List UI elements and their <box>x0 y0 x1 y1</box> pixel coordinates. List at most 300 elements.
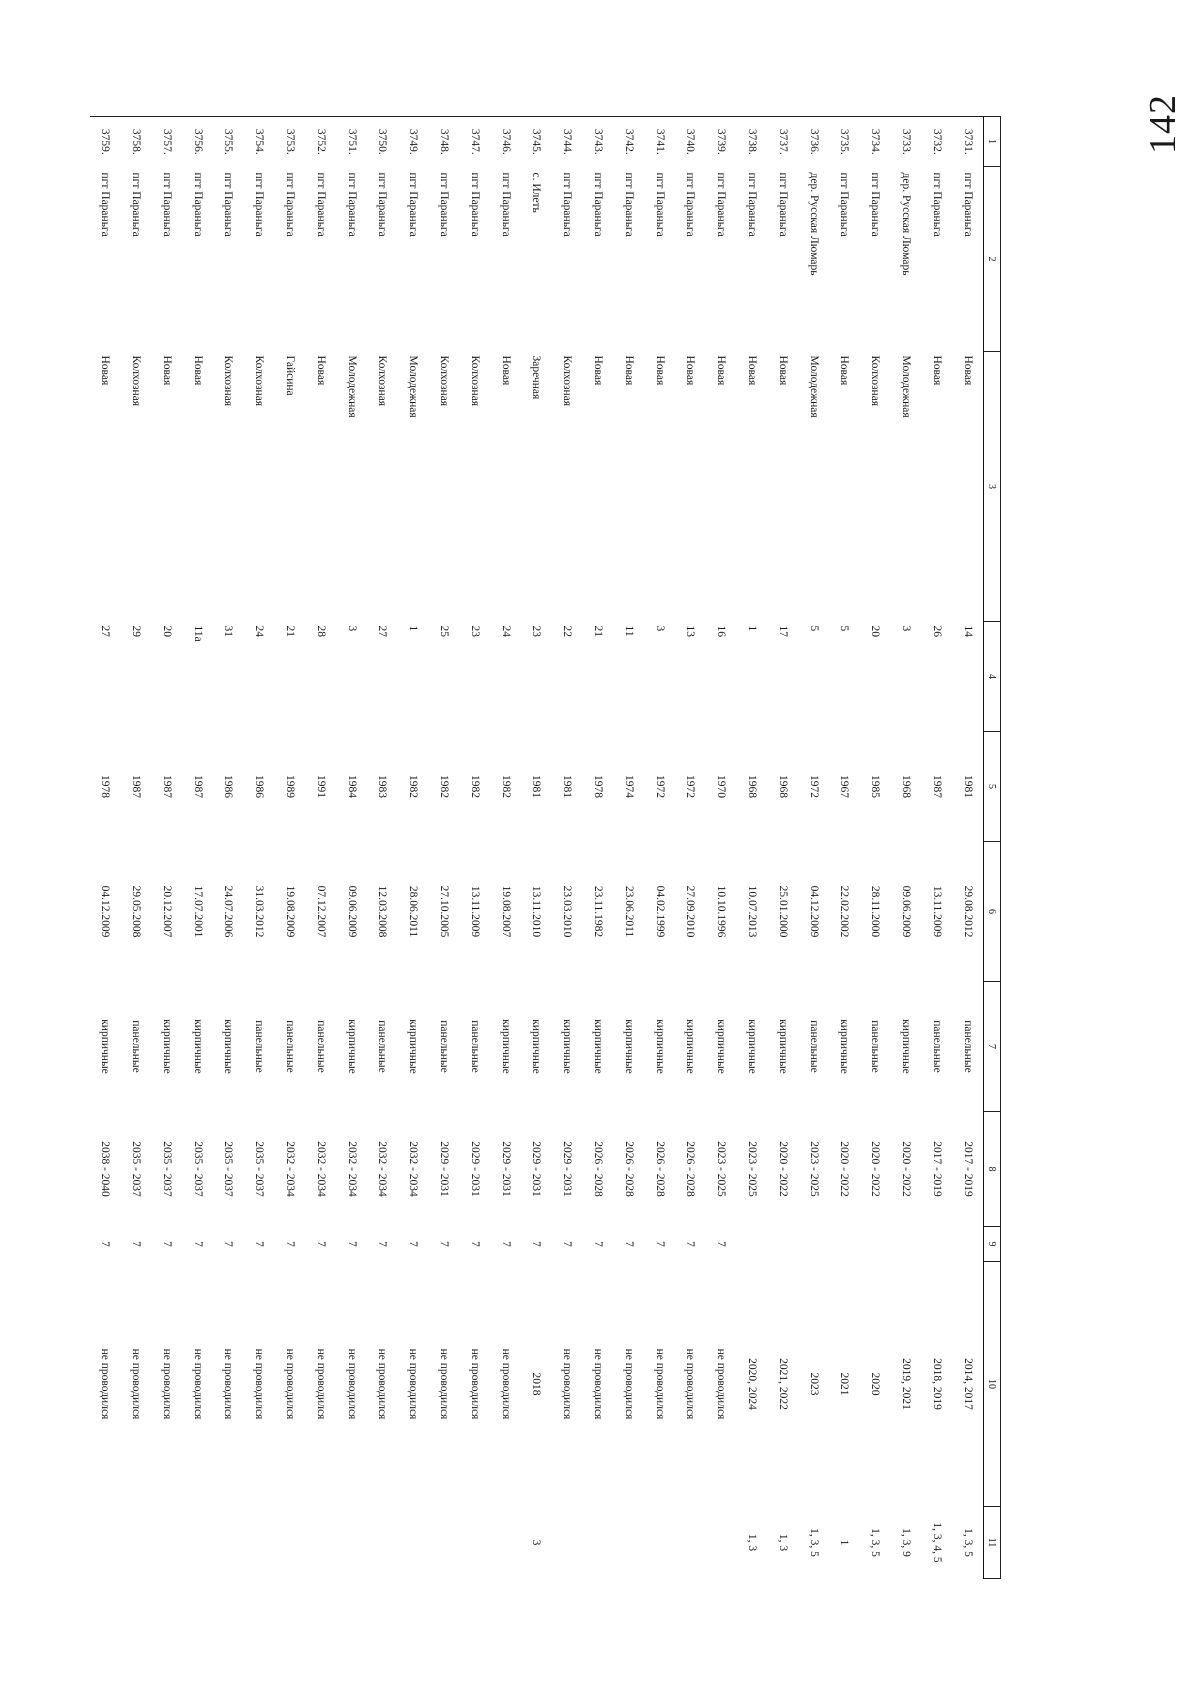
table-row <box>151 117 182 1579</box>
table-row <box>675 117 706 1579</box>
planned-period-cell: 2032 - 2034 <box>407 1141 420 1197</box>
repair-years-cell: не проводился <box>376 1348 389 1420</box>
settlement-cell: пгт Параньга <box>160 172 173 237</box>
row-number-cell: 3746. <box>490 117 521 167</box>
planned-period-cell: 2023 - 2025 <box>746 1141 759 1197</box>
settlement-cell: пгт Параньга <box>653 172 666 237</box>
work-type-code-cell: 7 <box>407 1241 420 1247</box>
settlement-cell: пгт Параньга <box>222 172 235 237</box>
work-type-code-cell: 7 <box>653 1241 666 1247</box>
column-number-11: 11 <box>984 1507 1001 1579</box>
row-number-cell: 3742. <box>613 117 644 167</box>
row-number-cell: 3743. <box>583 117 614 167</box>
row-number-cell: 3751. <box>336 117 367 167</box>
build-year-cell: 1982 <box>438 775 451 798</box>
settlement-cell: пгт Параньга <box>99 172 112 237</box>
build-year-cell: 1991 <box>314 775 327 798</box>
table-row <box>767 117 798 1579</box>
table-row <box>521 117 552 1579</box>
build-year-cell: 1987 <box>160 775 173 798</box>
street-cell: Колхозная <box>253 355 266 407</box>
planned-period-cell: 2020 - 2022 <box>900 1141 913 1197</box>
repair-years-cell: не проводился <box>222 1348 235 1420</box>
table-row <box>891 117 922 1579</box>
completed-work-codes-cell <box>675 1507 706 1579</box>
street-cell: Новая <box>499 355 512 386</box>
wall-material-cell: панельные <box>253 1020 266 1073</box>
date-cell: 27.10.2005 <box>438 885 451 938</box>
wall-material-cell: панельные <box>468 1020 481 1073</box>
completed-work-codes-cell: 1, 3, 5 <box>961 1528 974 1557</box>
house-number-cell: 20 <box>160 625 173 637</box>
date-cell: 19.08.2009 <box>284 885 297 938</box>
completed-work-codes-cell <box>151 1507 182 1579</box>
settlement-cell: пгт Параньга <box>438 172 451 237</box>
street-cell: Новая <box>314 355 327 386</box>
repair-years-cell: 2019, 2021 <box>900 1358 913 1410</box>
settlement-cell: пгт Параньга <box>961 172 974 237</box>
row-number-cell: 3748. <box>429 117 460 167</box>
work-type-code-cell: 7 <box>222 1241 235 1247</box>
street-cell: Новая <box>930 355 943 386</box>
date-cell: 19.08.2007 <box>499 885 512 938</box>
build-year-cell: 1972 <box>684 775 697 798</box>
settlement-cell: дер. Русская Люмарь <box>807 172 820 276</box>
street-cell: Молодежная <box>407 355 420 418</box>
date-cell: 17.07.2001 <box>191 885 204 938</box>
build-year-cell: 1987 <box>130 775 143 798</box>
row-number-cell: 3756. <box>182 117 213 167</box>
date-cell: 09.06.2009 <box>345 885 358 938</box>
house-number-cell: 22 <box>561 625 574 637</box>
date-cell: 13.11.2009 <box>468 885 481 938</box>
table-row <box>244 117 275 1579</box>
column-number-7: 7 <box>984 982 1001 1112</box>
repair-years-cell: не проводился <box>561 1348 574 1420</box>
date-cell: 25.01.2000 <box>776 885 789 938</box>
work-type-code-cell <box>891 1227 922 1262</box>
build-year-cell: 1972 <box>807 775 820 798</box>
date-cell: 24.07.2006 <box>222 885 235 938</box>
house-number-cell: 23 <box>530 625 543 637</box>
wall-material-cell: кирпичные <box>407 1019 420 1074</box>
row-number-cell: 3755. <box>213 117 244 167</box>
house-number-cell: 25 <box>438 625 451 637</box>
repair-years-cell: 2018, 2019 <box>930 1358 943 1410</box>
completed-work-codes-cell <box>706 1507 737 1579</box>
wall-material-cell: панельные <box>376 1020 389 1073</box>
planned-period-cell: 2035 - 2037 <box>160 1141 173 1197</box>
completed-work-codes-cell <box>213 1507 244 1579</box>
wall-material-cell: кирпичные <box>838 1019 851 1074</box>
column-number-row <box>984 117 1001 1579</box>
planned-period-cell: 2029 - 2031 <box>468 1141 481 1197</box>
date-cell: 31.03.2012 <box>253 885 266 938</box>
repair-years-cell: не проводился <box>160 1348 173 1420</box>
house-number-cell: 11 <box>622 625 635 637</box>
house-number-cell: 17 <box>776 625 789 637</box>
wall-material-cell: кирпичные <box>222 1019 235 1074</box>
build-year-cell: 1981 <box>961 775 974 798</box>
build-year-cell: 1968 <box>776 775 789 798</box>
planned-period-cell: 2026 - 2028 <box>592 1141 605 1197</box>
wall-material-cell: кирпичные <box>160 1019 173 1074</box>
wall-material-cell: кирпичные <box>345 1019 358 1074</box>
wall-material-cell: панельные <box>807 1020 820 1073</box>
house-number-cell: 13 <box>684 625 697 637</box>
planned-period-cell: 2029 - 2031 <box>530 1141 543 1197</box>
work-type-code-cell: 7 <box>468 1241 481 1247</box>
row-number-cell: 3740. <box>675 117 706 167</box>
house-number-cell: 20 <box>869 625 882 637</box>
date-cell: 04.12.2009 <box>807 885 820 938</box>
page-number: 142 <box>1142 94 1184 154</box>
street-cell: Колхозная <box>438 355 451 407</box>
street-cell: Заречная <box>530 355 543 400</box>
house-number-cell: 24 <box>499 625 512 637</box>
street-cell: Молодежная <box>900 355 913 418</box>
completed-work-codes-cell: 1, 3 <box>776 1533 789 1552</box>
build-year-cell: 1978 <box>592 775 605 798</box>
completed-work-codes-cell <box>182 1507 213 1579</box>
house-number-cell: 3 <box>345 625 358 632</box>
wall-material-cell: панельные <box>314 1020 327 1073</box>
work-type-code-cell <box>767 1227 798 1262</box>
settlement-cell: пгт Параньга <box>776 172 789 237</box>
table-row <box>305 117 336 1579</box>
row-number-cell: 3734. <box>860 117 891 167</box>
repair-years-cell: не проводился <box>284 1348 297 1420</box>
house-number-cell: 1 <box>407 625 420 632</box>
work-type-code-cell <box>737 1227 768 1262</box>
row-number-cell: 3752. <box>305 117 336 167</box>
build-year-cell: 1981 <box>561 775 574 798</box>
work-type-code-cell: 7 <box>253 1241 266 1247</box>
planned-period-cell: 2026 - 2028 <box>622 1141 635 1197</box>
row-number-cell: 3736. <box>798 117 829 167</box>
house-number-cell: 3 <box>653 625 666 632</box>
planned-period-cell: 2026 - 2028 <box>653 1141 666 1197</box>
row-number-cell: 3747. <box>459 117 490 167</box>
completed-work-codes-cell: 1, 3, 5 <box>807 1528 820 1557</box>
settlement-cell: дер. Русская Люмарь <box>900 172 913 276</box>
completed-work-codes-cell: 1 <box>838 1539 851 1546</box>
date-cell: 23.03.2010 <box>561 885 574 938</box>
build-year-cell: 1970 <box>715 775 728 798</box>
table-row <box>829 117 860 1579</box>
build-year-cell: 1987 <box>930 775 943 798</box>
repair-years-cell: не проводился <box>130 1348 143 1420</box>
street-cell: Новая <box>715 355 728 386</box>
date-cell: 23.11.1982 <box>592 885 605 938</box>
row-number-cell: 3757. <box>151 117 182 167</box>
build-year-cell: 1968 <box>900 775 913 798</box>
work-type-code-cell: 7 <box>130 1241 143 1247</box>
house-number-cell: 5 <box>807 625 820 632</box>
column-number-1: 1 <box>984 117 1001 167</box>
street-cell: Новая <box>99 355 112 386</box>
build-year-cell: 1981 <box>530 775 543 798</box>
table-row <box>459 117 490 1579</box>
table-row <box>613 117 644 1579</box>
wall-material-cell: кирпичные <box>499 1019 512 1074</box>
repair-years-cell: не проводился <box>622 1348 635 1420</box>
document-table <box>99 116 1001 1578</box>
work-type-code-cell: 7 <box>592 1241 605 1247</box>
work-type-code-cell: 7 <box>99 1241 112 1247</box>
repair-years-cell: 2021, 2022 <box>776 1358 789 1410</box>
date-cell: 04.12.2009 <box>99 885 112 938</box>
planned-period-cell: 2020 - 2022 <box>776 1141 789 1197</box>
planned-period-cell: 2038 - 2040 <box>99 1141 112 1197</box>
repair-years-cell: не проводился <box>468 1348 481 1420</box>
settlement-cell: пгт Параньга <box>314 172 327 237</box>
completed-work-codes-cell: 1, 3 <box>746 1533 759 1552</box>
wall-material-cell: панельные <box>869 1020 882 1073</box>
settlement-cell: пгт Параньга <box>130 172 143 237</box>
work-type-code-cell: 7 <box>530 1241 543 1247</box>
row-number-cell: 3750. <box>367 117 398 167</box>
work-type-code-cell <box>798 1227 829 1262</box>
date-cell: 07.12.2007 <box>314 885 327 938</box>
table-row <box>398 117 429 1579</box>
house-number-cell: 24 <box>253 625 266 637</box>
repair-years-cell: не проводился <box>684 1348 697 1420</box>
table-row <box>706 117 737 1579</box>
table-row <box>490 117 521 1579</box>
repair-years-cell: 2020 <box>869 1372 882 1396</box>
table-row <box>275 117 306 1579</box>
repair-years-cell: не проводился <box>592 1348 605 1420</box>
completed-work-codes-cell <box>644 1507 675 1579</box>
work-type-code-cell <box>829 1227 860 1262</box>
row-number-cell: 3738. <box>737 117 768 167</box>
row-number-cell: 3733. <box>891 117 922 167</box>
settlement-cell: пгт Параньга <box>284 172 297 237</box>
repair-years-cell: не проводился <box>715 1348 728 1420</box>
street-cell: Новая <box>746 355 759 386</box>
wall-material-cell: кирпичные <box>530 1019 543 1074</box>
repair-years-cell: не проводился <box>99 1348 112 1420</box>
repair-years-cell: 2021 <box>838 1372 851 1396</box>
house-number-cell: 3 <box>900 625 913 632</box>
table-row <box>860 117 891 1579</box>
column-number-3: 3 <box>984 352 1001 622</box>
settlement-cell: пгт Параньга <box>715 172 728 237</box>
table-row <box>367 117 398 1579</box>
house-number-cell: 28 <box>314 625 327 637</box>
street-cell: Новая <box>838 355 851 386</box>
repair-years-cell: 2020, 2024 <box>746 1358 759 1410</box>
planned-period-cell: 2026 - 2028 <box>684 1141 697 1197</box>
row-number-cell: 3754. <box>244 117 275 167</box>
planned-period-cell: 2035 - 2037 <box>191 1141 204 1197</box>
work-type-code-cell: 7 <box>622 1241 635 1247</box>
date-cell: 12.03.2008 <box>376 885 389 938</box>
build-year-cell: 1968 <box>746 775 759 798</box>
row-number-cell: 3753. <box>275 117 306 167</box>
work-type-code-cell: 7 <box>684 1241 697 1247</box>
wall-material-cell: кирпичные <box>99 1019 112 1074</box>
street-cell: Гайсина <box>284 355 297 396</box>
wall-material-cell: кирпичные <box>900 1019 913 1074</box>
date-cell: 09.06.2009 <box>900 885 913 938</box>
repair-years-cell: не проводился <box>314 1348 327 1420</box>
planned-period-cell: 2029 - 2031 <box>438 1141 451 1197</box>
repair-years-cell: не проводился <box>438 1348 451 1420</box>
build-year-cell: 1986 <box>253 775 266 798</box>
date-cell: 28.11.2000 <box>869 885 882 938</box>
street-cell: Новая <box>160 355 173 386</box>
settlement-cell: пгт Параньга <box>376 172 389 237</box>
work-type-code-cell: 7 <box>345 1241 358 1247</box>
settlement-cell: пгт Параньга <box>592 172 605 237</box>
completed-work-codes-cell: 1, 3, 4, 5 <box>930 1522 943 1563</box>
row-number-cell: 3744. <box>552 117 583 167</box>
date-cell: 13.11.2009 <box>930 885 943 938</box>
street-cell: Новая <box>191 355 204 386</box>
street-cell: Колхозная <box>869 355 882 407</box>
street-cell: Новая <box>622 355 635 386</box>
work-type-code-cell: 7 <box>438 1241 451 1247</box>
repair-years-cell: не проводился <box>345 1348 358 1420</box>
completed-work-codes-cell <box>459 1507 490 1579</box>
settlement-cell: пгт Параньга <box>468 172 481 237</box>
house-number-cell: 11а <box>191 625 204 642</box>
completed-work-codes-cell <box>90 1507 121 1579</box>
completed-work-codes-cell: 1, 3, 5 <box>869 1528 882 1557</box>
table-row <box>429 117 460 1579</box>
build-year-cell: 1982 <box>499 775 512 798</box>
house-number-cell: 23 <box>468 625 481 637</box>
planned-period-cell: 2020 - 2022 <box>869 1141 882 1197</box>
date-cell: 22.02.2002 <box>838 885 851 938</box>
table-body <box>90 117 984 1579</box>
build-year-cell: 1983 <box>376 775 389 798</box>
date-cell: 04.02.1999 <box>653 885 666 938</box>
wall-material-cell: панельные <box>130 1020 143 1073</box>
wall-material-cell: кирпичные <box>684 1019 697 1074</box>
date-cell: 27.09.2010 <box>684 885 697 938</box>
settlement-cell: пгт Параньга <box>253 172 266 237</box>
repair-years-cell: 2023 <box>807 1372 820 1396</box>
completed-work-codes-cell: 3 <box>530 1539 543 1546</box>
column-number-8: 8 <box>984 1112 1001 1227</box>
wall-material-cell: кирпичные <box>715 1019 728 1074</box>
settlement-cell: пгт Параньга <box>561 172 574 237</box>
planned-period-cell: 2032 - 2034 <box>314 1141 327 1197</box>
house-number-cell: 5 <box>838 625 851 632</box>
house-number-cell: 26 <box>930 625 943 637</box>
column-number-10: 10 <box>984 1262 1001 1507</box>
wall-material-cell: кирпичные <box>653 1019 666 1074</box>
build-year-cell: 1982 <box>468 775 481 798</box>
settlement-cell: с. Илеть <box>530 172 543 213</box>
build-year-cell: 1985 <box>869 775 882 798</box>
build-year-cell: 1978 <box>99 775 112 798</box>
column-number-2: 2 <box>984 167 1001 352</box>
build-year-cell: 1967 <box>838 775 851 798</box>
completed-work-codes-cell <box>121 1507 152 1579</box>
build-year-cell: 1984 <box>345 775 358 798</box>
house-number-cell: 21 <box>592 625 605 637</box>
work-type-code-cell: 7 <box>376 1241 389 1247</box>
house-number-cell: 31 <box>222 625 235 637</box>
row-number-cell: 3758. <box>121 117 152 167</box>
work-type-code-cell <box>921 1227 952 1262</box>
wall-material-cell: кирпичные <box>561 1019 574 1074</box>
build-year-cell: 1987 <box>191 775 204 798</box>
table-row <box>182 117 213 1579</box>
wall-material-cell: панельные <box>284 1020 297 1073</box>
row-number-cell: 3731. <box>952 117 983 167</box>
planned-period-cell: 2017 - 2019 <box>961 1141 974 1197</box>
table-row <box>644 117 675 1579</box>
street-cell: Колхозная <box>130 355 143 407</box>
settlement-cell: пгт Параньга <box>684 172 697 237</box>
wall-material-cell: кирпичные <box>746 1019 759 1074</box>
repair-years-cell: 2018 <box>530 1372 543 1396</box>
row-number-cell: 3739. <box>706 117 737 167</box>
wall-material-cell: кирпичные <box>776 1019 789 1074</box>
completed-work-codes-cell <box>429 1507 460 1579</box>
row-number-cell: 3741. <box>644 117 675 167</box>
planned-period-cell: 2020 - 2022 <box>838 1141 851 1197</box>
date-cell: 28.06.2011 <box>407 885 420 938</box>
wall-material-cell: кирпичные <box>592 1019 605 1074</box>
work-type-code-cell: 7 <box>499 1241 512 1247</box>
work-type-code-cell: 7 <box>561 1241 574 1247</box>
repair-years-cell: 2014, 2017 <box>961 1358 974 1410</box>
completed-work-codes-cell <box>398 1507 429 1579</box>
completed-work-codes-cell <box>367 1507 398 1579</box>
settlement-cell: пгт Параньга <box>746 172 759 237</box>
table-row <box>552 117 583 1579</box>
date-cell: 23.06.2011 <box>622 885 635 938</box>
table-row <box>583 117 614 1579</box>
completed-work-codes-cell: 1, 3, 9 <box>900 1528 913 1557</box>
row-number-cell: 3759. <box>90 117 121 167</box>
street-cell: Новая <box>776 355 789 386</box>
repair-years-cell: не проводился <box>253 1348 266 1420</box>
settlement-cell: пгт Параньга <box>869 172 882 237</box>
house-number-cell: 27 <box>99 625 112 637</box>
settlement-cell: пгт Параньга <box>407 172 420 237</box>
completed-work-codes-cell <box>244 1507 275 1579</box>
date-cell: 29.05.2008 <box>130 885 143 938</box>
wall-material-cell: кирпичные <box>191 1019 204 1074</box>
row-number-cell: 3737. <box>767 117 798 167</box>
table-row <box>213 117 244 1579</box>
settlement-cell: пгт Параньга <box>838 172 851 237</box>
completed-work-codes-cell <box>552 1507 583 1579</box>
planned-period-cell: 2032 - 2034 <box>345 1141 358 1197</box>
completed-work-codes-cell <box>490 1507 521 1579</box>
planned-period-cell: 2023 - 2025 <box>807 1141 820 1197</box>
house-number-cell: 27 <box>376 625 389 637</box>
street-cell: Новая <box>653 355 666 386</box>
row-number-cell: 3735. <box>829 117 860 167</box>
table-row <box>798 117 829 1579</box>
planned-period-cell: 2029 - 2031 <box>561 1141 574 1197</box>
work-type-code-cell: 7 <box>160 1241 173 1247</box>
wall-material-cell: панельные <box>930 1020 943 1073</box>
build-year-cell: 1972 <box>653 775 666 798</box>
date-cell: 10.07.2013 <box>746 885 759 938</box>
street-cell: Колхозная <box>468 355 481 407</box>
planned-period-cell: 2035 - 2037 <box>222 1141 235 1197</box>
completed-work-codes-cell <box>336 1507 367 1579</box>
